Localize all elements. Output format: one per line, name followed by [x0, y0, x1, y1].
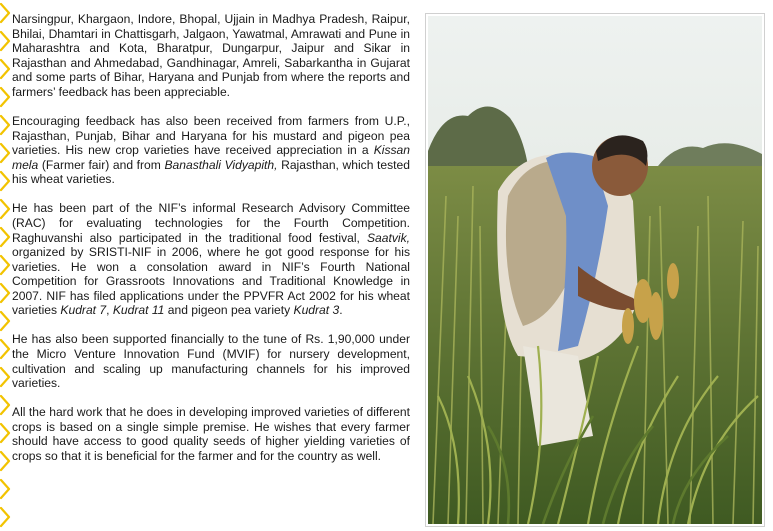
chevron-mark: [1, 508, 9, 526]
farmer-photo: [426, 14, 764, 526]
paragraph: [12, 12, 410, 100]
chevron-mark: [1, 396, 9, 414]
text-run: He has also been supported financially to the tune of Rs. 1,90,000 under the Micro Venture Innovation Fund (MVIF) for nursery development, cultivation and scaling up manufacturing channels for his improved varieties.: [12, 332, 410, 391]
text-run: He has been part of the NIF’s informal Research Advisory Committee (RAC) for evaluating technologies for the Fourth Competition. Raghuvanshi also participated in the traditional food festival,: [12, 201, 410, 245]
paragraph: [12, 332, 410, 390]
text-run: organized by SRISTI-NIF in 2006, where he got good response for his varieties. He won a consolation award in NIF’s Fourth National Competition for Grassroots Innovations and Traditional Knowledge in 2007. NIF has filed applications under the PPVFR Act 2002 for his wheat varieties: [12, 245, 410, 318]
paragraph: [12, 201, 410, 318]
italic-text: Kudrat 7: [60, 303, 107, 318]
decorative-chevron-border: [0, 0, 12, 531]
text-run: Narsingpur, Khargaon, Indore, Bhopal, Ujjain in Madhya Pradesh, Raipur, Bhilai, Dhamtari in Chattisgarh, Jalgaon, Yawatmal, Amrawati and Pune in Maharashtra and Kota, Bharatpur, Dungarpur, Jaipur and Sikar in Rajasthan and Ahmedabad, Gandhinagar, Amreli, Sabarkantha in Gujarat and some parts of Bihar, Haryana and Punjab from where the reports and farmers’ feedback has been appreciable.: [12, 12, 410, 99]
chevron-mark: [1, 480, 9, 498]
text-run: All the hard work that he does in developing improved varieties of different crops is based on a single simple premise. He wishes that every farmer should have access to good quality seeds of higher yielding varieties of crops so that it is beneficial for the farmer and for the country as well.: [12, 405, 410, 463]
chevron-mark: [1, 256, 9, 274]
chevron-mark: [1, 88, 9, 106]
chevron-mark: [1, 172, 9, 190]
italic-text: Kissan mela: [12, 143, 410, 172]
text-run: and pigeon pea variety: [164, 303, 294, 318]
chevron-mark: [1, 32, 9, 50]
paragraph: [12, 405, 410, 463]
chevron-mark: [1, 452, 9, 470]
chevron-mark: [1, 200, 9, 218]
article-text: [12, 12, 410, 478]
chevron-mark: [1, 4, 9, 22]
chevron-mark: [1, 60, 9, 78]
chevron-mark: [1, 340, 9, 358]
text-run: .: [339, 303, 343, 318]
chevron-mark: [1, 368, 9, 386]
italic-text: Saatvik,: [366, 230, 410, 245]
chevron-mark: [1, 312, 9, 330]
farmer-in-field-image: [428, 16, 762, 524]
chevron-mark: [1, 424, 9, 442]
text-run: Encouraging feedback has also been received from farmers from U.P., Rajasthan, Punjab, Bihar and Haryana for his mustard and pigeon pea varieties. His new crop varieties have received appreciation in a: [12, 113, 410, 158]
text-run: ,: [106, 303, 113, 318]
italic-text: Banasthali Vidyapith,: [164, 157, 278, 172]
chevron-mark: [1, 284, 9, 302]
paragraph: [12, 114, 410, 187]
italic-text: Kudrat 3: [293, 303, 340, 318]
italic-text: Kudrat 11: [112, 303, 165, 318]
chevron-mark: [1, 144, 9, 162]
chevron-mark: [1, 116, 9, 134]
text-run: (Farmer fair) and from: [38, 157, 165, 172]
text-run: Rajasthan, which tested his wheat varieties.: [12, 157, 410, 187]
chevron-mark: [1, 228, 9, 246]
